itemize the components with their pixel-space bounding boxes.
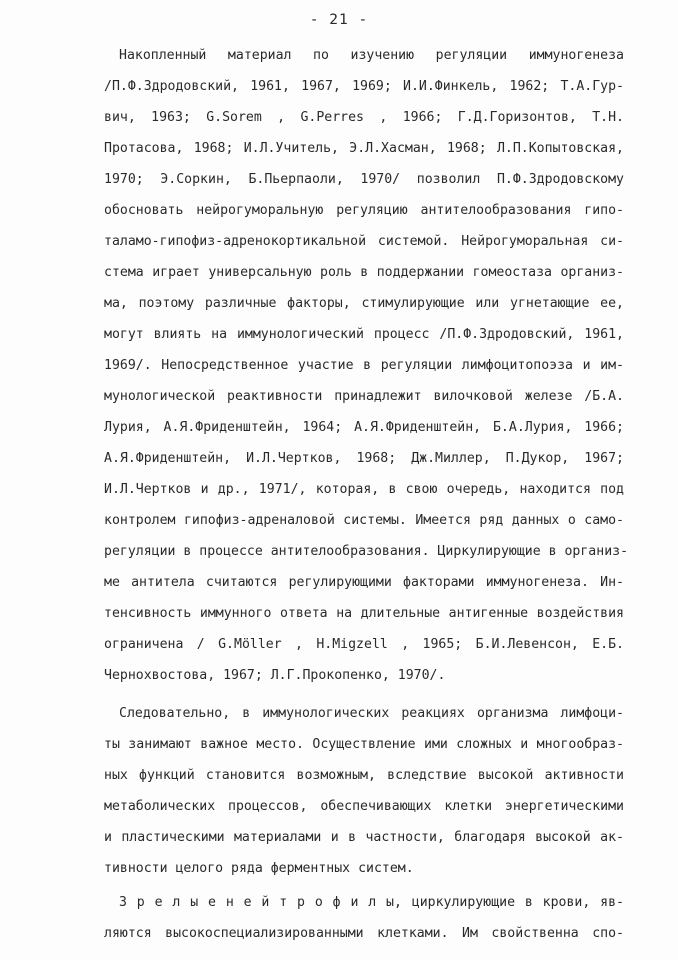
text-line: стема играет универсальную роль в поддержании гомеостаза организ-	[104, 265, 624, 280]
text-line: 1969/. Непосредственное участие в регуляции лимфоцитопоэза и им-	[104, 358, 624, 373]
text-line: Лурия, А.Я.Фриденштейн, 1964; А.Я.Фриденштейн, Б.А.Лурия, 1966;	[104, 420, 624, 435]
text-line: З р е л ы е н е й т р о ф и л ы, циркулирующие в крови, яв-	[119, 895, 624, 910]
text-line: вич, 1963; G.Sorem , G.Perres , 1966; Г.Д.Горизонтов, Т.Н.	[104, 110, 624, 125]
text-line: ты занимают важное место. Осуществление ими сложных и многообраз-	[104, 737, 624, 752]
text-line: контролем гипофиз-адреналовой системы. Имеется ряд данных о само-	[104, 513, 624, 528]
text-line: обосновать нейрогуморальную регуляцию антителообразования гипо-	[104, 203, 624, 218]
text-line: 1970; Э.Соркин, Б.Пьерпаоли, 1970/ позволил П.Ф.Здродовскому	[104, 172, 624, 187]
page-number: - 21 -	[309, 12, 369, 28]
text-line: ляются высокоспециализированными клетками. Им свойственна спо-	[104, 926, 624, 941]
text-line: ограничена / G.Möller , H.Migzell , 1965; Б.И.Левенсон, Е.Б.	[104, 637, 624, 652]
text-line: метаболических процессов, обеспечивающих клетки энергетическими	[104, 799, 624, 814]
text-line: ме антитела считаются регулирующими факторами иммуногенеза. Ин-	[104, 575, 624, 590]
text-line: Протасова, 1968; И.Л.Учитель, Э.Л.Хасман, 1968; Л.П.Копытовская,	[104, 141, 624, 156]
text-line: /П.Ф.Здродовский, 1961, 1967, 1969; И.И.Финкель, 1962; Т.А.Гур-	[104, 79, 624, 94]
text-line: ма, поэтому различные факторы, стимулирующие или угнетающие ее,	[104, 296, 624, 311]
text-line: могут влиять на иммунологический процесс /П.Ф.Здродовский, 1961,	[104, 327, 624, 342]
text-line: регуляции в процессе антителообразования. Циркулирующие в организ-	[104, 544, 629, 559]
text-line: И.Л.Чертков и др., 1971/, которая, в свою очередь, находится под	[104, 482, 624, 497]
text-line: Следовательно, в иммунологических реакциях организма лимфоци-	[119, 706, 624, 721]
text-line: мунологической реактивности принадлежит вилочковой железе /Б.А.	[104, 389, 624, 404]
text-line: Чернохвостова, 1967; Л.Г.Прокопенко, 1970/.	[104, 668, 446, 683]
text-line: тивности целого ряда ферментных систем.	[104, 861, 414, 876]
text-line: тенсивность иммунного ответа на длительные антигенные воздействия	[104, 606, 624, 621]
text-line: таламо-гипофиз-адренокортикальной системой. Нейрогуморальная си-	[104, 234, 624, 249]
text-line: Накопленный материал по изучению регуляции иммуногенеза	[119, 48, 624, 63]
text-line: и пластическими материалами и в частности, благодаря высокой ак-	[104, 830, 624, 845]
text-line: А.Я.Фриденштейн, И.Л.Чертков, 1968; Дж.Миллер, П.Дукор, 1967;	[104, 451, 624, 466]
text-line: ных функций становится возможным, вследствие высокой активности	[104, 768, 624, 783]
